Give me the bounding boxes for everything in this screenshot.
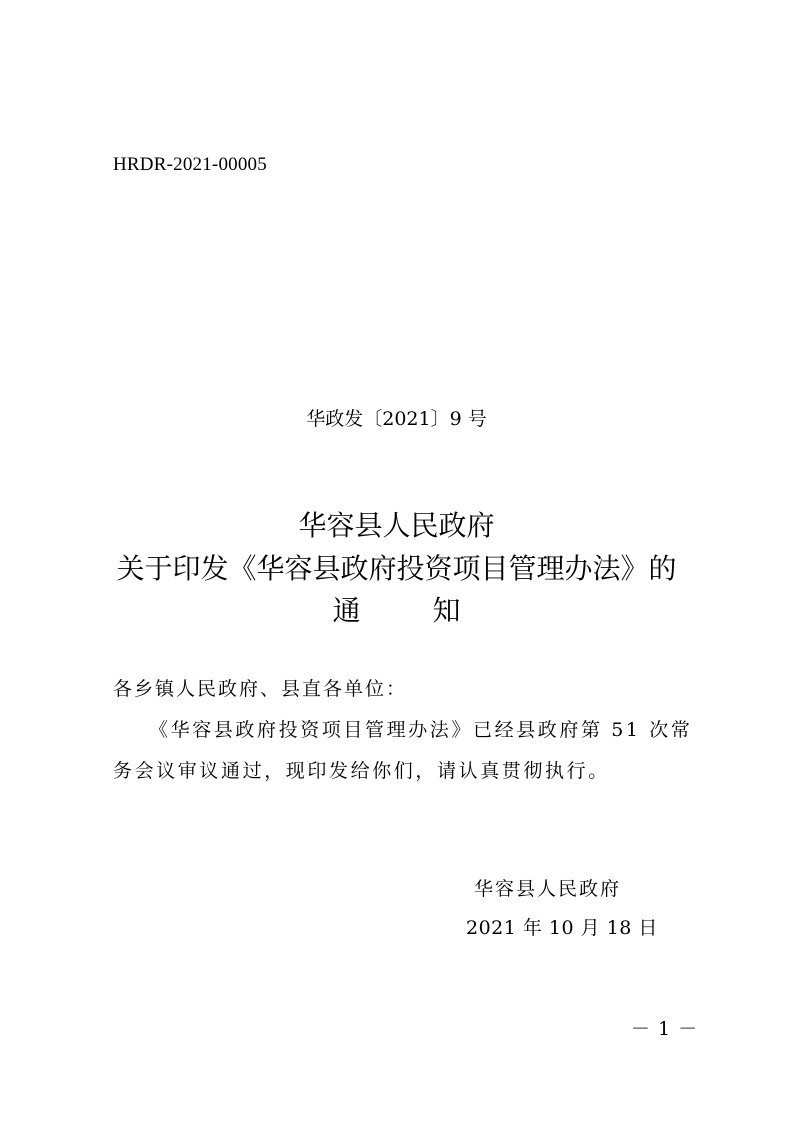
signature-organization: 华容县人民政府 — [474, 878, 622, 900]
page-number: － 1 － — [631, 1018, 699, 1040]
document-number: 华政发〔2021〕9 号 — [306, 408, 487, 430]
title-char-zhi: 知 — [432, 594, 461, 627]
title-line-3 — [0, 589, 793, 629]
title-char-tong: 通 — [332, 594, 361, 627]
title-line-1: 华容县人民政府 — [298, 509, 495, 542]
body-line-2: 务会议审议通过，现印发给你们，请认真贯彻执行。 — [113, 760, 610, 782]
salutation: 各乡镇人民政府、县直各单位： — [113, 678, 408, 700]
signature-date: 2021 年 10 月 18 日 — [466, 917, 658, 939]
body-line-1: 《华容县政府投资项目管理办法》已经县政府第 51 次常 — [149, 719, 693, 741]
title-line-2: 关于印发《华容县政府投资项目管理办法》的 — [116, 552, 677, 585]
document-code: HRDR-2021-00005 — [113, 154, 267, 175]
